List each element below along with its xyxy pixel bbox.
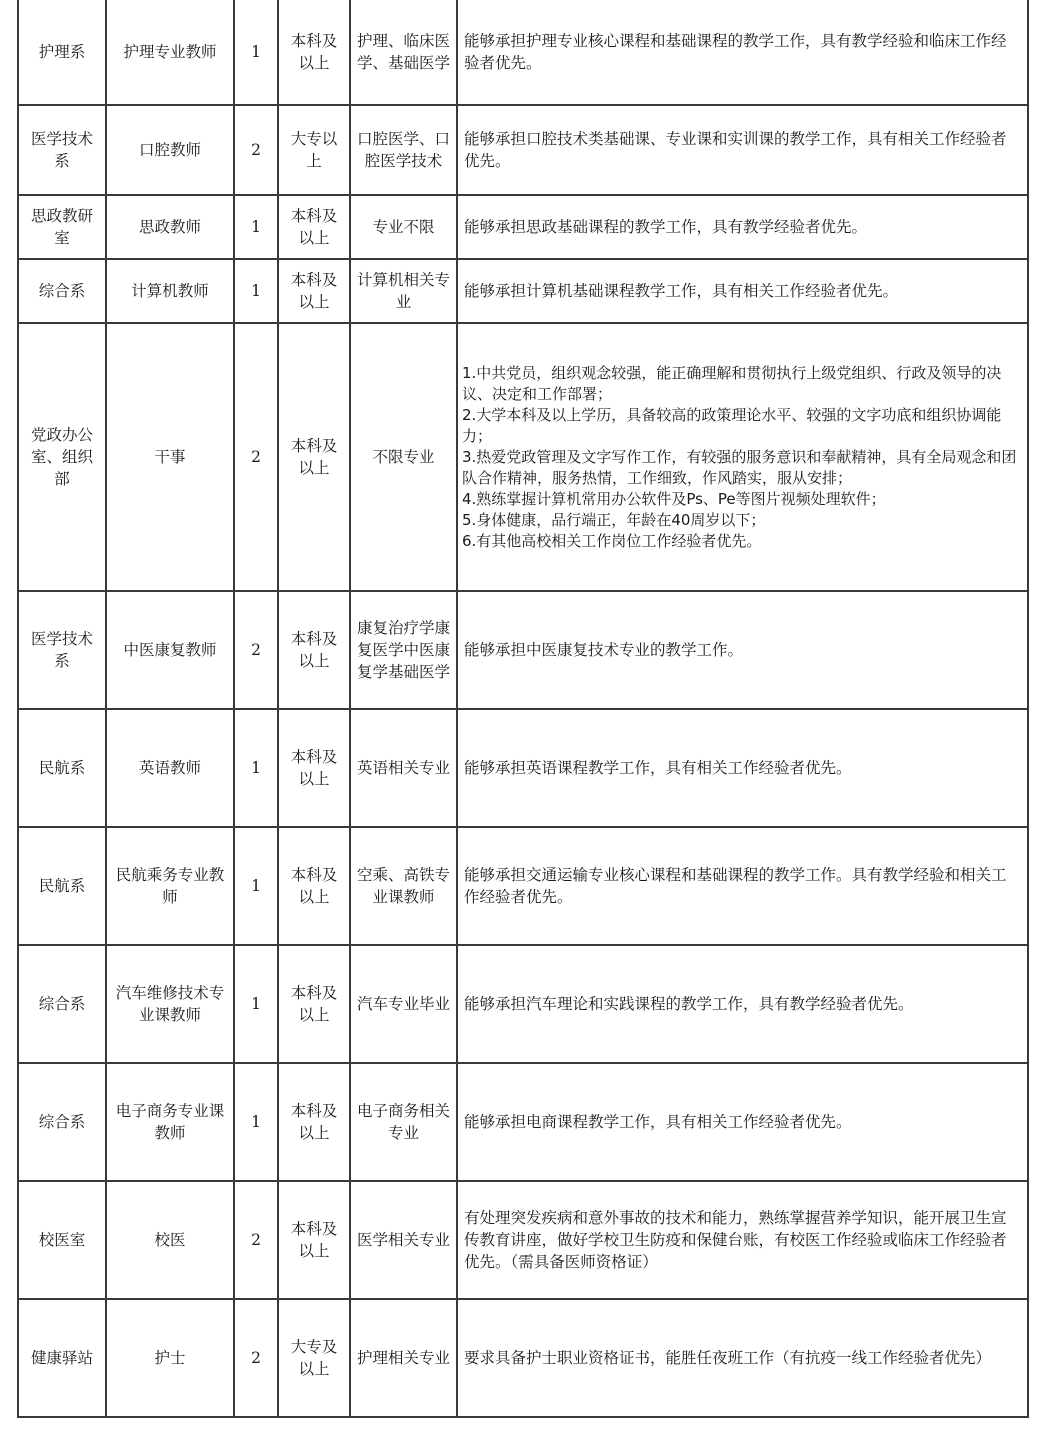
requirement-line: 能够承担中医康复技术专业的教学工作。: [464, 641, 744, 659]
major-cell: 计算机相关专业: [350, 259, 457, 323]
requirements-cell: [457, 1299, 1028, 1417]
table-row: [18, 1299, 1028, 1417]
position-cell: 口腔教师: [106, 105, 234, 195]
education-cell: 本科及以上: [278, 1063, 350, 1181]
education-cell: 本科及以上: [278, 323, 350, 591]
department-cell: 护理系: [18, 0, 106, 105]
position-cell: 汽车维修技术专业课教师: [106, 945, 234, 1063]
requirements-cell: [457, 591, 1028, 709]
requirements-cell: [457, 105, 1028, 195]
requirement-line: 有处理突发疾病和意外事故的技术和能力，熟练掌握营养学知识，能开展卫生宣传教育讲座，做好学校卫生防疫和保健台账，有校医工作经验或临床工作经验者优先。（需具备医师资格证）: [464, 1209, 1007, 1271]
requirement-line: 能够承担思政基础课程的教学工作，具有教学经验者优先。: [464, 218, 868, 236]
major-cell: 电子商务相关专业: [350, 1063, 457, 1181]
education-cell: 本科及以上: [278, 827, 350, 945]
count-cell: 1: [234, 1063, 278, 1181]
requirements-cell: [457, 195, 1028, 259]
department-cell: 综合系: [18, 259, 106, 323]
requirement-line: 要求具备护士职业资格证书，能胜任夜班工作（有抗疫一线工作经验者优先）: [464, 1349, 992, 1367]
requirement-line: 5.身体健康，品行端正，年龄在40周岁以下；: [462, 510, 766, 529]
count-cell: 1: [234, 827, 278, 945]
position-cell: 护士: [106, 1299, 234, 1417]
count-cell: 1: [234, 195, 278, 259]
department-cell: 民航系: [18, 827, 106, 945]
requirement-line: 能够承担口腔技术类基础课、专业课和实训课的教学工作，具有相关工作经验者优先。: [464, 130, 1007, 170]
requirement-line: 4.熟练掌握计算机常用办公软件及Ps、Pe等图片视频处理软件；: [462, 489, 886, 508]
education-cell: 本科及以上: [278, 591, 350, 709]
department-cell: 校医室: [18, 1181, 106, 1299]
count-cell: 1: [234, 709, 278, 827]
requirement-line: 能够承担交通运输专业核心课程和基础课程的教学工作。具有教学经验和相关工作经验者优先。: [464, 866, 1007, 906]
department-cell: 医学技术系: [18, 591, 106, 709]
requirement-line: 6.有其他高校相关工作岗位工作经验者优先。: [462, 531, 762, 550]
major-cell: 专业不限: [350, 195, 457, 259]
table-row: [18, 827, 1028, 945]
education-cell: 本科及以上: [278, 1181, 350, 1299]
major-cell: 空乘、高铁专业课教师: [350, 827, 457, 945]
major-cell: 英语相关专业: [350, 709, 457, 827]
position-cell: 民航乘务专业教师: [106, 827, 234, 945]
table-row: [18, 1063, 1028, 1181]
position-cell: 思政教师: [106, 195, 234, 259]
table-row: [18, 945, 1028, 1063]
requirement-line: 能够承担电商课程教学工作，具有相关工作经验者优先。: [464, 1113, 852, 1131]
position-cell: 电子商务专业课教师: [106, 1063, 234, 1181]
count-cell: 1: [234, 945, 278, 1063]
education-cell: 本科及以上: [278, 0, 350, 105]
education-cell: 大专以上: [278, 105, 350, 195]
department-cell: 党政办公室、组织部: [18, 323, 106, 591]
major-cell: 不限专业: [350, 323, 457, 591]
requirements-cell: [457, 827, 1028, 945]
major-cell: 康复治疗学康复医学中医康复学基础医学: [350, 591, 457, 709]
count-cell: 2: [234, 1299, 278, 1417]
requirement-line: 2.大学本科及以上学历，具备较高的政策理论水平、较强的文字功底和组织协调能力；: [462, 405, 1002, 445]
requirements-cell: [457, 323, 1028, 591]
count-cell: 2: [234, 105, 278, 195]
position-cell: 计算机教师: [106, 259, 234, 323]
table-row: [18, 323, 1028, 591]
position-cell: 英语教师: [106, 709, 234, 827]
table-row: [18, 259, 1028, 323]
count-cell: 2: [234, 323, 278, 591]
requirement-line: 能够承担护理专业核心课程和基础课程的教学工作，具有教学经验和临床工作经验者优先。: [464, 32, 1007, 72]
requirement-line: 能够承担英语课程教学工作，具有相关工作经验者优先。: [464, 759, 852, 777]
table-row: [18, 1181, 1028, 1299]
education-cell: 本科及以上: [278, 259, 350, 323]
table-row: [18, 195, 1028, 259]
table-row: [18, 709, 1028, 827]
department-cell: 健康驿站: [18, 1299, 106, 1417]
major-cell: 口腔医学、口腔医学技术: [350, 105, 457, 195]
count-cell: 2: [234, 591, 278, 709]
education-cell: 大专及以上: [278, 1299, 350, 1417]
major-cell: 汽车专业毕业: [350, 945, 457, 1063]
requirements-cell: [457, 259, 1028, 323]
education-cell: 本科及以上: [278, 945, 350, 1063]
requirements-cell: [457, 1181, 1028, 1299]
count-cell: 1: [234, 0, 278, 105]
position-cell: 干事: [106, 323, 234, 591]
department-cell: 综合系: [18, 945, 106, 1063]
requirement-line: 能够承担汽车理论和实践课程的教学工作，具有教学经验者优先。: [464, 995, 914, 1013]
requirement-line: 能够承担计算机基础课程教学工作，具有相关工作经验者优先。: [464, 282, 899, 300]
requirement-line: 3.热爱党政管理及文字写作工作，有较强的服务意识和奉献精神，具有全局观念和团队合作精神，服务热情，工作细致，作风踏实，服从安排；: [462, 447, 1017, 487]
major-cell: 护理相关专业: [350, 1299, 457, 1417]
count-cell: 2: [234, 1181, 278, 1299]
position-cell: 校医: [106, 1181, 234, 1299]
count-cell: 1: [234, 259, 278, 323]
department-cell: 思政教研室: [18, 195, 106, 259]
requirements-cell: [457, 0, 1028, 105]
requirements-cell: [457, 1063, 1028, 1181]
department-cell: 综合系: [18, 1063, 106, 1181]
department-cell: 民航系: [18, 709, 106, 827]
major-cell: 护理、临床医学、基础医学: [350, 0, 457, 105]
department-cell: 医学技术系: [18, 105, 106, 195]
requirements-cell: [457, 709, 1028, 827]
position-cell: 中医康复教师: [106, 591, 234, 709]
table-row: [18, 105, 1028, 195]
requirements-cell: [457, 945, 1028, 1063]
education-cell: 本科及以上: [278, 195, 350, 259]
requirement-line: 1.中共党员，组织观念较强，能正确理解和贯彻执行上级党组织、行政及领导的决议、决定和工作部署；: [462, 363, 1002, 403]
position-cell: 护理专业教师: [106, 0, 234, 105]
table-row: [18, 591, 1028, 709]
major-cell: 医学相关专业: [350, 1181, 457, 1299]
recruitment-table: [17, 0, 1029, 1418]
education-cell: 本科及以上: [278, 709, 350, 827]
table-row: [18, 0, 1028, 105]
